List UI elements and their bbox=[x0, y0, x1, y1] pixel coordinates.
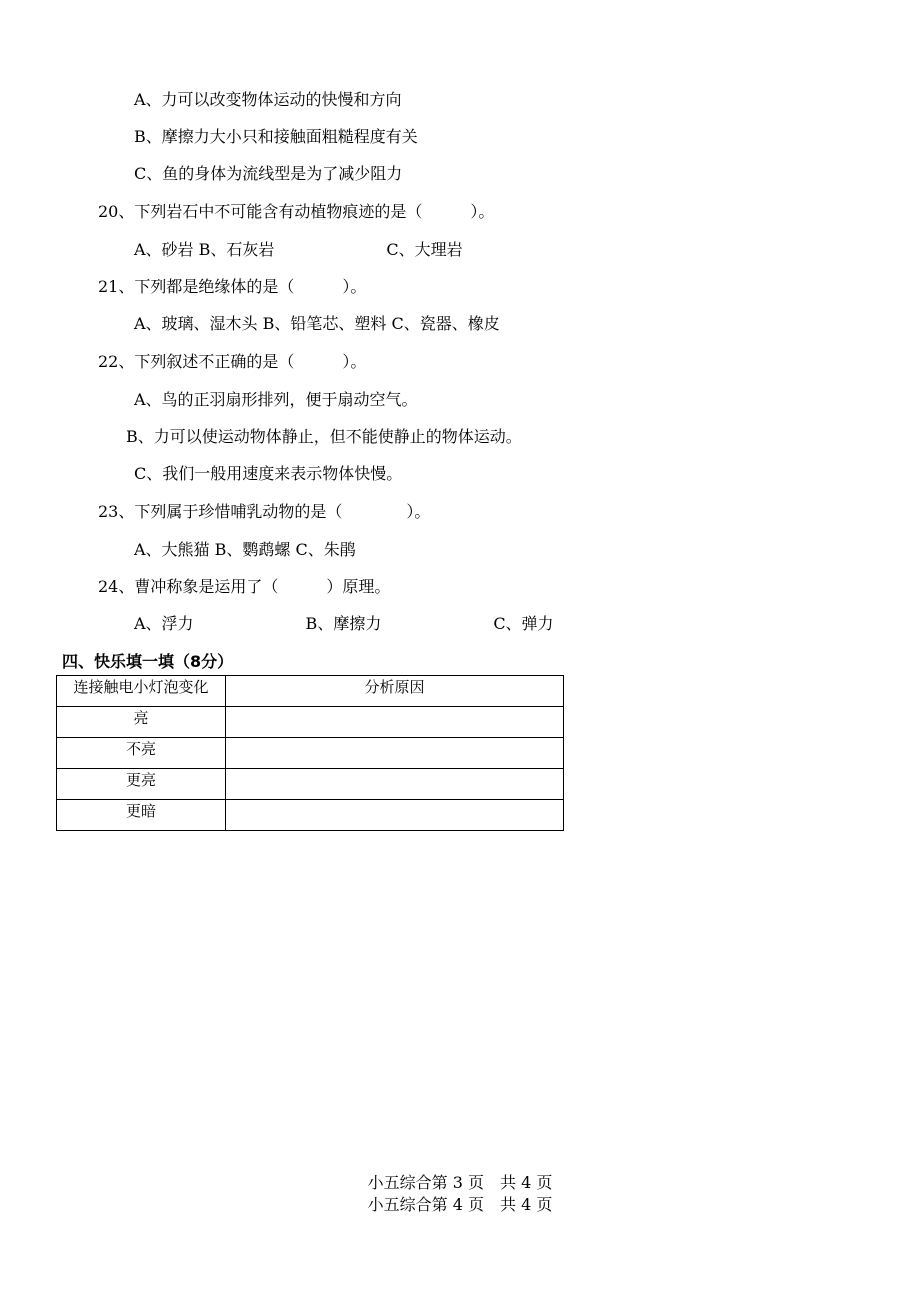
table-cell-change: 不亮 bbox=[57, 738, 226, 769]
option-19a: A、力可以改变物体运动的快慢和方向 bbox=[134, 90, 402, 109]
page-footer-line-2: 小五综合第 4 页 共 4 页 bbox=[367, 1195, 553, 1214]
fill-in-table bbox=[56, 675, 564, 831]
question-21: 21、下列都是绝缘体的是（ ）。 bbox=[98, 277, 367, 296]
table-cell-change: 亮 bbox=[57, 707, 226, 738]
table-row bbox=[57, 800, 564, 831]
question-23: 23、下列属于珍惜哺乳动物的是（ ）。 bbox=[98, 502, 431, 521]
options-24: A、浮力 B、摩擦力 C、弹力 bbox=[134, 614, 554, 633]
table-cell-change: 更暗 bbox=[57, 800, 226, 831]
table-row bbox=[57, 769, 564, 800]
options-23: A、大熊猫 B、鹦鹉螺 C、朱鹃 bbox=[134, 540, 356, 559]
page-footer-line-1: 小五综合第 3 页 共 4 页 bbox=[367, 1173, 553, 1192]
question-22: 22、下列叙述不正确的是（ ）。 bbox=[98, 352, 367, 371]
table-header-row bbox=[57, 676, 564, 707]
section-4-title: 四、快乐填一填（8分） bbox=[62, 652, 234, 671]
table-row bbox=[57, 707, 564, 738]
option-22a: A、鸟的正羽扇形排列，便于扇动空气。 bbox=[134, 390, 418, 409]
table-cell-reason-answer[interactable] bbox=[226, 769, 564, 800]
table-header-reason: 分析原因 bbox=[226, 676, 564, 707]
table-cell-change: 更亮 bbox=[57, 769, 226, 800]
option-19c: C、鱼的身体为流线型是为了减少阻力 bbox=[134, 164, 403, 183]
option-22c: C、我们一般用速度来表示物体快慢。 bbox=[134, 464, 403, 483]
question-20: 20、下列岩石中不可能含有动植物痕迹的是（ ）。 bbox=[98, 202, 495, 221]
option-22b: B、力可以使运动物体静止，但不能使静止的物体运动。 bbox=[126, 427, 522, 446]
options-20: A、砂岩 B、石灰岩 C、大理岩 bbox=[134, 240, 463, 259]
table-header-change: 连接触电小灯泡变化 bbox=[57, 676, 226, 707]
table-cell-reason-answer[interactable] bbox=[226, 738, 564, 769]
options-21: A、玻璃、湿木头 B、铅笔芯、塑料 C、瓷器、橡皮 bbox=[134, 314, 500, 333]
table-row bbox=[57, 738, 564, 769]
question-24: 24、曹冲称象是运用了（ ）原理。 bbox=[98, 577, 391, 596]
option-19b: B、摩擦力大小只和接触面粗糙程度有关 bbox=[134, 127, 418, 146]
table-cell-reason-answer[interactable] bbox=[226, 707, 564, 738]
table-cell-reason-answer[interactable] bbox=[226, 800, 564, 831]
